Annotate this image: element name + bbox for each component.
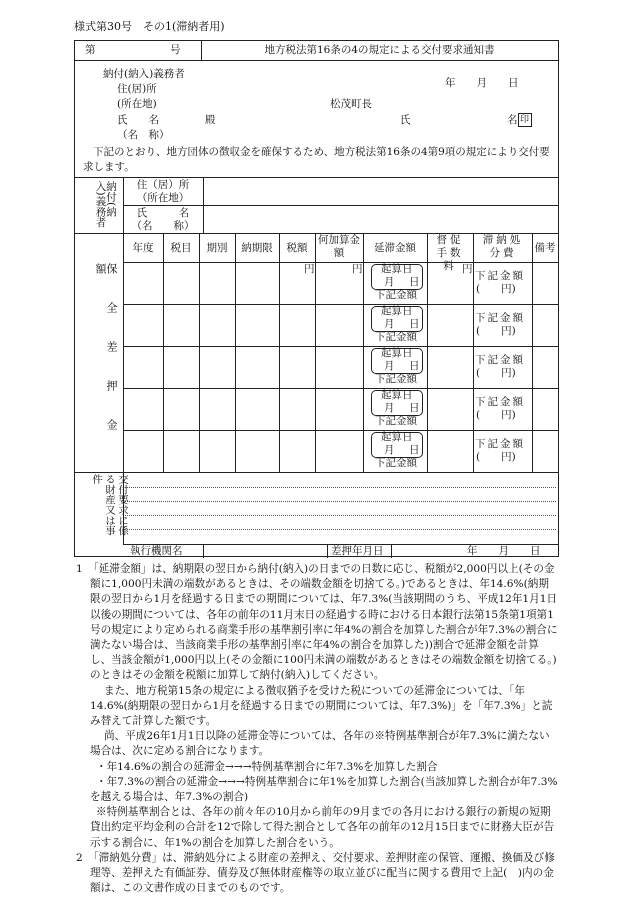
obligor-side-label: 納付(納入)義務者 [94,181,117,228]
header-kasankin: 何加算金額 [318,234,360,259]
header-biko: 備考 [534,242,556,254]
name-sub-label: （名 称） [117,129,170,141]
kisan-day: 日 [409,360,420,372]
header-zeimoku: 税目 [170,242,192,254]
footer-divider-2 [327,544,328,558]
kisan-month: 月 [384,276,395,288]
table-col-6 [363,233,364,472]
note-1: 1 「延滞金額」は、納期限の翌日から納付(納入)の日までの日数に応じ、税額が2,000円以上(その金額に1,000円未満の端数があるときは、その端数金額を切捨てる。)であるときは、年14.6%(納期限の翌日から1月を経過する日までの期間については、年7.3%(当該期間のうち、平成12年1月1日以後の期間については、各年の前年の11月末日の経過する時における日本銀行法第15条第1項第1号の規定により定められる商業手形の基準割引率に年4%の割合を加算した割合が年7.3%の割合に満たない場合は、当該商業手形の基準割引率に年4%の割合を加算した))割合で延滞金額を計算し、当該金額が1,000円以上(その金額に100円未満の端数があるときはその端数金額を切捨てる。)のときはその金額を税額に加算して納付(納入)してください。 [76,563,558,682]
table-col-8 [473,233,474,472]
honorific: 殿 [205,114,216,126]
header-nendo: 年度 [132,242,154,254]
intro-text: 下記のとおり、地方団体の徴収金を確保するため、地方税法第16条の4第9項の規定により交付要求します。 [83,146,550,173]
shobunhi-yen: ( 円) [476,325,516,337]
table-col-4 [279,233,280,472]
kisan-day: 日 [409,402,420,414]
kaki-label: 下記金額 [375,457,417,469]
kisan-label: 起算日 [381,389,413,401]
obligor-address-label: 住（居）所 [136,179,190,191]
table-row-rule [123,430,558,431]
note-1-b: また、地方税第15条の規定による徴収猶予を受けた税についての延滞金については、「年14.6%(納期限の翌日から1月を経過する日までの期間については、年7.3%)」を「年7.3%」と読み替えて計算した額です。 [90,684,553,728]
table-col-9 [532,233,533,472]
kisan-label: 起算日 [381,431,413,443]
note-1-e: ・年7.3%の割合の延滞金→→→特例基準割合に年1%を加算した割合(当該加算した割合が年7.3%を越える場合は、年7.3%の割合) [90,775,558,804]
kisan-month: 月 [384,318,395,330]
kaki-label: 下記金額 [375,289,417,301]
footer-divider-3 [391,544,392,558]
header-tokusoku: 督促手数料 [436,234,464,272]
table-col-0 [123,233,124,472]
issuer-name: 松茂町長 [330,98,372,110]
obligor-name-label: 氏 名 [136,207,190,219]
note-1-d: ・年14.6%の割合の延滞金→→→特例基準割合に年7.3%を加算した割合 [96,760,438,773]
kisan-month: 月 [384,444,395,456]
obligor-mid-rule [123,205,558,206]
header-rule [75,60,558,61]
notes-section [76,562,558,896]
intro-rule [75,177,558,178]
shobunhi-yen: ( 円) [476,367,516,379]
header-noukigen: 納期限 [241,242,273,254]
name-label: 氏 名 [117,114,159,126]
table-row-rule [123,304,558,305]
notice-form-frame [74,40,559,557]
shobunhi-label: 下記金額 [475,270,525,282]
kasan-yen-unit: 円 [352,263,363,275]
obligor-role-label: 納付(納入)義務者 [103,68,185,80]
property-line-2 [125,501,556,502]
shobunhi-label: 下記金額 [475,438,525,450]
form-label: 様式第30号 その1(滞納者用) [74,20,225,33]
kisan-label: 起算日 [381,263,413,275]
kisan-day: 日 [409,444,420,456]
header-zeigaku: 税額 [286,242,308,254]
property-line-1 [125,487,556,488]
address-label: 住(居)所 [117,83,157,95]
property-line-3 [125,515,556,516]
tax-yen-unit: 円 [304,263,315,275]
number-suffix: 号 [170,44,181,56]
obligor-name-sub: （名 称） [131,220,195,232]
header-shobunhi: 滞納処分費 [482,234,524,259]
property-line-4 [125,529,556,530]
kaki-label: 下記金額 [375,331,417,343]
header-entaikin: 延滞金額 [374,242,416,254]
table-row-rule [123,388,558,389]
shobunhi-yen: ( 円) [476,409,516,421]
number-prefix: 第 [85,44,96,56]
note-2: 2 「滞納処分費」は、滞納処分による財産の差押え、交付要求、差押財産の保管、運搬、換価及び修理等、差押えた有価証券、債券及び無体財産権等の取立並びに配当に関する費用で上記( )内の金額は、この文書作成の日までのものです。 [76,851,555,895]
footer-divider-1 [203,544,204,558]
table-col-7 [427,233,428,472]
agency-label: 執行機関名 [130,545,183,557]
table-col-3 [235,233,236,472]
kaki-label: 下記金額 [375,373,417,385]
tokusoku-yen-unit: 円 [462,263,473,275]
seal-mark: 印 [518,113,532,127]
issuer-mei: 名 印 [507,113,532,127]
kisan-label: 起算日 [381,305,413,317]
kisan-month: 月 [384,360,395,372]
header-kibetsu: 期別 [206,242,228,254]
shobunhi-yen: ( 円) [476,283,516,295]
kisan-day: 日 [409,276,420,288]
shobunhi-label: 下記金額 [475,396,525,408]
issue-date: 年 月 日 [445,77,519,89]
obligor-address-sub: （所在地） [136,192,190,204]
shobunhi-label: 下記金額 [475,312,525,324]
note-1-c: 尚、平成26年1月1日以降の延滞金等については、各年の※特例基準割合が年7.3%に満たない場合は、次に定める割合になります。 [90,730,550,758]
kisan-month: 月 [384,402,395,414]
table-col-2 [199,233,200,472]
seizure-date-label: 差押年月日 [331,545,384,557]
table-row-rule [123,346,558,347]
table-bottom-rule [75,472,558,473]
kaki-label: 下記金額 [375,415,417,427]
property-side-label: 交付要求に係る財産又は事件 [90,474,128,536]
table-col-5 [315,233,316,472]
kisan-label: 起算日 [381,347,413,359]
header-bottom-rule [123,262,558,263]
document-title: 地方税法第16条の4の規定による交付要求通知書 [264,44,495,56]
note-1-f: ※特例基準割合とは、各年の前々年の10月から前年の9月までの各月における銀行の新規の短期貸出約定平均金利の合計を12で除して得た割合として各年の前年の12月15日までに財務大臣が告示する割合に、年1%の割合を加算した割合をいう。 [90,806,555,849]
shobunhi-yen: ( 円) [476,451,516,463]
table-col-1 [163,233,164,472]
location-label: (所在地) [117,98,157,110]
issuer-shi: 氏 [400,114,411,126]
kisan-day: 日 [409,318,420,330]
shobunhi-label: 下記金額 [475,354,525,366]
table-side-label: 保全差押金額 [94,263,118,458]
seizure-date-value: 年 月 日 [467,545,541,557]
